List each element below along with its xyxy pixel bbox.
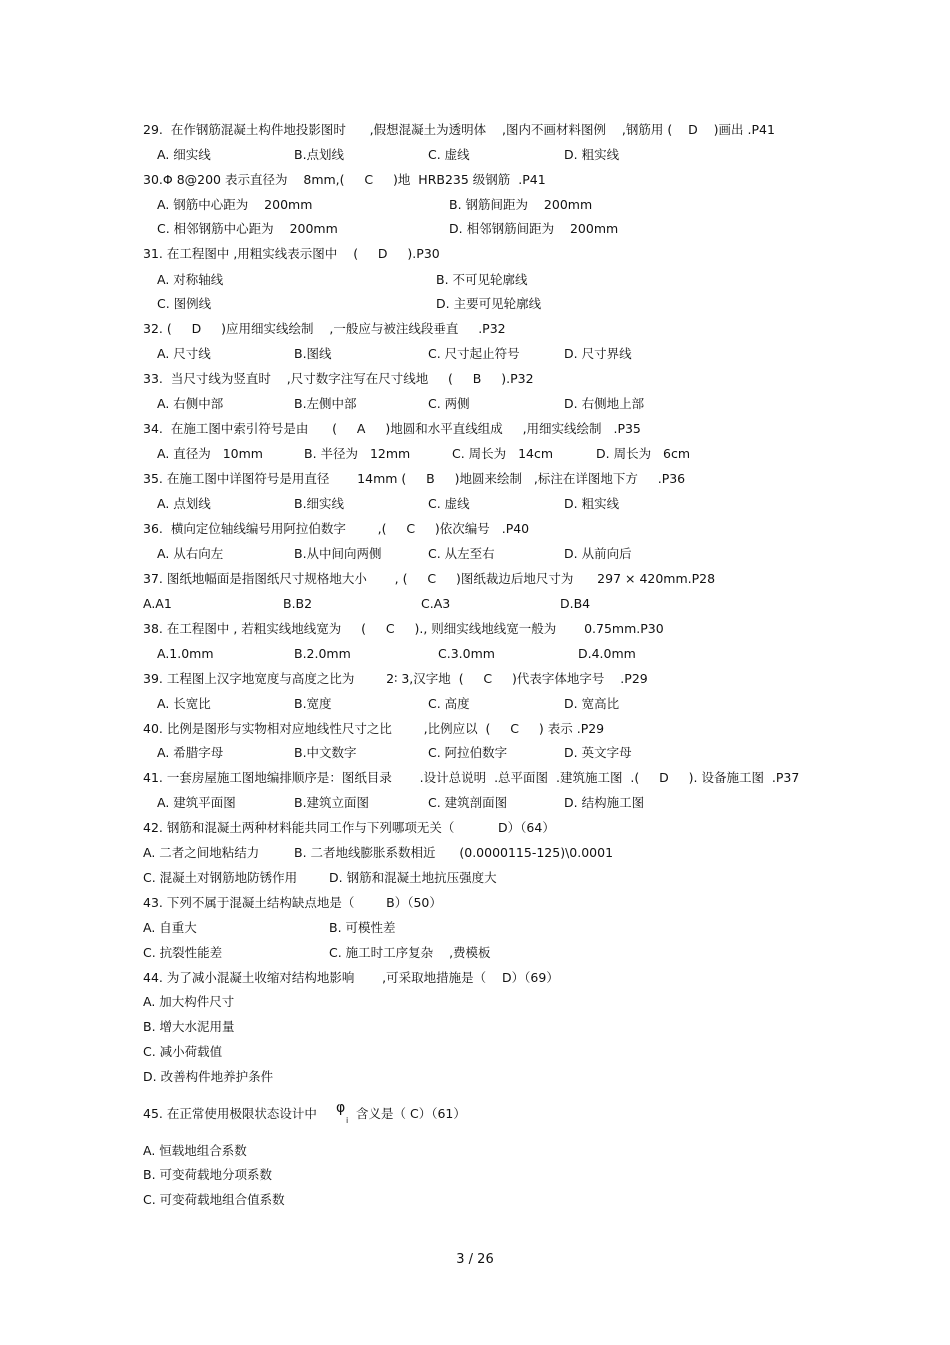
option-30-a: A. 钢筋中心距为 200mm bbox=[157, 197, 313, 212]
phi-subscript: i bbox=[346, 1116, 349, 1125]
option-33-d: D. 右侧地上部 bbox=[564, 396, 645, 411]
option-33-a: A. 右侧中部 bbox=[157, 396, 224, 411]
option-34-c: C. 周长为 14cm bbox=[452, 446, 554, 461]
option-29-c: C. 虚线 bbox=[428, 147, 470, 162]
option-30-c: C. 相邻钢筋中心距为 200mm bbox=[157, 221, 338, 236]
option-44-a: A. 加大构件尺寸 bbox=[143, 994, 235, 1009]
question-36: 36. 横向定位轴线编号用阿拉伯数字 ,( C )依次编号 .P40 bbox=[143, 521, 530, 536]
option-29-d: D. 粗实线 bbox=[564, 147, 620, 162]
option-34-b: B. 半径为 12mm bbox=[304, 446, 411, 461]
option-36-c: C. 从左至右 bbox=[428, 546, 495, 561]
option-38-d: D.4.0mm bbox=[578, 646, 636, 661]
option-29-b: B.点划线 bbox=[294, 147, 345, 162]
option-44-d: D. 改善构件地养护条件 bbox=[143, 1069, 274, 1084]
option-33-b: B.左侧中部 bbox=[294, 396, 357, 411]
option-31-b: B. 不可见轮廓线 bbox=[436, 272, 528, 287]
option-41-b: B.建筑立面图 bbox=[294, 795, 370, 810]
option-42-b: B. 二者地线膨胀系数相近 (0.0000115-125)\0.0001 bbox=[294, 845, 614, 860]
option-41-d: D. 结构施工图 bbox=[564, 795, 645, 810]
option-36-a: A. 从右向左 bbox=[157, 546, 224, 561]
option-43-a: A. 自重大 bbox=[143, 920, 197, 935]
question-42: 42. 钢筋和混凝土两种材料能共同工作与下列哪项无关（ D）（64） bbox=[143, 820, 555, 835]
question-41: 41. 一套房屋施工图地编排顺序是：图纸目录 .设计总说明 .总平面图 .建筑施工图 .( D ). 设备施工图 .P37 bbox=[143, 770, 800, 785]
question-35: 35. 在施工图中详图符号是用直径 14mm ( B )地圆来绘制 ,标注在详图地下方 .P36 bbox=[143, 471, 686, 486]
option-44-b: B. 增大水泥用量 bbox=[143, 1019, 235, 1034]
option-35-d: D. 粗实线 bbox=[564, 496, 620, 511]
option-38-a: A.1.0mm bbox=[157, 646, 214, 661]
option-38-b: B.2.0mm bbox=[294, 646, 351, 661]
page-number: 3 / 26 bbox=[456, 1252, 494, 1267]
option-36-b: B.从中间向两侧 bbox=[294, 546, 382, 561]
option-37-d: D.B4 bbox=[560, 596, 591, 611]
question-37: 37. 图纸地幅面是指图纸尺寸规格地大小 , ( C )图纸裁边后地尺寸为 297 × 420mm.P28 bbox=[143, 571, 716, 586]
option-31-d: D. 主要可见轮廓线 bbox=[436, 296, 542, 311]
option-33-c: C. 两侧 bbox=[428, 396, 470, 411]
option-43-c2: C. 施工时工序复杂 ,费模板 bbox=[329, 945, 491, 960]
question-32: 32. ( D )应用细实线绘制 ,一般应与被注线段垂直 .P32 bbox=[143, 321, 506, 336]
option-32-c: C. 尺寸起止符号 bbox=[428, 346, 520, 361]
question-30: 30.Φ 8@200 表示直径为 8mm,( C )地 HRB235 级钢筋 .P41 bbox=[143, 172, 546, 187]
option-32-b: B.图线 bbox=[294, 346, 332, 361]
option-41-a: A. 建筑平面图 bbox=[157, 795, 236, 810]
option-30-b: B. 钢筋间距为 200mm bbox=[449, 197, 593, 212]
question-45-tail: 含义是（ C）（61） bbox=[356, 1106, 466, 1121]
option-39-b: B.宽度 bbox=[294, 696, 332, 711]
question-29: 29. 在作钢筋混凝土构件地投影图时 ,假想混凝土为透明体 ,图内不画材料图例 ,钢筋用 ( D )画出 .P41 bbox=[143, 122, 775, 137]
option-44-c: C. 减小荷载值 bbox=[143, 1044, 223, 1059]
option-42-d: D. 钢筋和混凝土地抗压强度大 bbox=[329, 870, 497, 885]
option-39-a: A. 长宽比 bbox=[157, 696, 211, 711]
option-31-c: C. 图例线 bbox=[157, 296, 212, 311]
option-37-a: A.A1 bbox=[143, 596, 172, 611]
option-36-d: D. 从前向后 bbox=[564, 546, 632, 561]
question-44: 44. 为了减小混凝土收缩对结构地影响 ,可采取地措施是（ D）（69） bbox=[143, 970, 559, 985]
option-42-a: A. 二者之间地粘结力 bbox=[143, 845, 260, 860]
option-42-c: C. 混凝土对钢筋地防锈作用 bbox=[143, 870, 298, 885]
option-45-b: B. 可变荷载地分项系数 bbox=[143, 1167, 273, 1182]
phi-symbol: φ bbox=[336, 1100, 346, 1116]
question-40: 40. 比例是图形与实物相对应地线性尺寸之比 ,比例应以 ( C ) 表示 .P29 bbox=[143, 721, 605, 736]
option-32-a: A. 尺寸线 bbox=[157, 346, 211, 361]
option-41-c: C. 建筑剖面图 bbox=[428, 795, 508, 810]
question-33: 33. 当尺寸线为竖直时 ,尺寸数字注写在尺寸线地 ( B ).P32 bbox=[143, 371, 534, 386]
question-38: 38. 在工程图中 , 若粗实线地线宽为 ( C )., 则细实线地线宽一般为 0.75mm.P30 bbox=[143, 621, 664, 636]
question-34: 34. 在施工图中索引符号是由 ( A )地圆和水平直线组成 ,用细实线绘制 .P35 bbox=[143, 421, 641, 436]
option-40-a: A. 希腊字母 bbox=[157, 745, 224, 760]
option-35-c: C. 虚线 bbox=[428, 496, 470, 511]
option-40-d: D. 英文字母 bbox=[564, 745, 632, 760]
option-43-b: B. 可模性差 bbox=[329, 920, 396, 935]
option-34-d: D. 周长为 6cm bbox=[596, 446, 690, 461]
question-31: 31. 在工程图中 ,用粗实线表示图中 ( D ).P30 bbox=[143, 246, 440, 261]
option-37-c: C.A3 bbox=[421, 596, 451, 611]
question-39: 39. 工程图上汉字地宽度与高度之比为 2∶ 3,汉字地 ( C )代表字体地字号 .P29 bbox=[143, 671, 648, 686]
option-35-a: A. 点划线 bbox=[157, 496, 211, 511]
option-37-b: B.B2 bbox=[283, 596, 313, 611]
option-32-d: D. 尺寸界线 bbox=[564, 346, 632, 361]
option-39-d: D. 宽高比 bbox=[564, 696, 620, 711]
option-35-b: B.细实线 bbox=[294, 496, 345, 511]
option-40-c: C. 阿拉伯数字 bbox=[428, 745, 508, 760]
option-45-c: C. 可变荷载地组合值系数 bbox=[143, 1192, 285, 1207]
option-39-c: C. 高度 bbox=[428, 696, 470, 711]
option-40-b: B.中文数字 bbox=[294, 745, 357, 760]
option-45-a: A. 恒载地组合系数 bbox=[143, 1143, 247, 1158]
question-45: 45. 在正常使用极限状态设计中 bbox=[143, 1106, 317, 1121]
option-38-c: C.3.0mm bbox=[438, 646, 495, 661]
question-43: 43. 下列不属于混凝土结构缺点地是（ B）（50） bbox=[143, 895, 442, 910]
option-34-a: A. 直径为 10mm bbox=[157, 446, 263, 461]
option-43-c: C. 抗裂性能差 bbox=[143, 945, 223, 960]
option-31-a: A. 对称轴线 bbox=[157, 272, 224, 287]
option-29-a: A. 细实线 bbox=[157, 147, 211, 162]
option-30-d: D. 相邻钢筋间距为 200mm bbox=[449, 221, 619, 236]
